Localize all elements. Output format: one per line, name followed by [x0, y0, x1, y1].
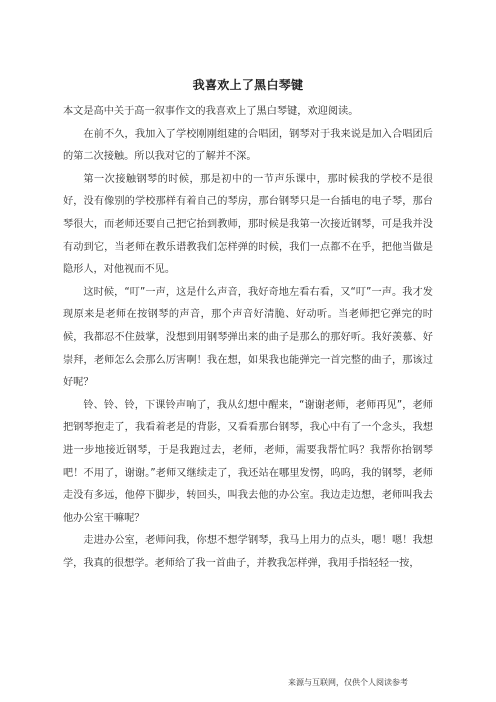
source-footer: 来源与互联网，仅供个人阅读参考 — [288, 678, 408, 687]
document-title: 我喜欢上了黑白琴键 — [192, 78, 304, 92]
body-paragraph: 在前不久，我加入了学校刚刚组建的合唱团，钢琴对于我来说是加入合唱团后的第二次接触。所以我对它的了解并不深。 — [63, 128, 433, 163]
document-body — [63, 101, 433, 575]
body-paragraph: 第一次接触钢琴的时候，那是初中的一节声乐课中，那时候我的学校不是很好，没有像别的学校那样有着自己的琴房，那台钢琴只是一台插电的电子琴，那台琴很大，而老师还要自己把它抬到教师，那时候是我第一次接近钢琴，可是我并没有动到它，当老师在教乐谱教我们怎样弹的时候，我们一点都不在乎，把他当做是隐形人，对他视而不见。 — [63, 173, 433, 276]
body-paragraph: 这时候，“叮”一声，这是什么声音，我好奇地左看右看，又“叮”一声。我才发现原来是老师在按钢琴的声音，那个声音好清脆、好动听。当老师把它弹完的时候，我都忍不住鼓掌，没想到用钢琴弹出来的曲子是那么的那好听。我好羡慕、好崇拜，老师怎么会那么厉害啊！我在想，如果我也能弹完一首完整的曲子，那该过好呢？ — [63, 286, 433, 389]
body-paragraph: 走进办公室，老师问我，你想不想学钢琴，我马上用力的点头，嗯！嗯！我想学，我真的很想学。老师给了我一首曲子，并教我怎样弹，我用手指轻轻一按， — [63, 535, 433, 569]
intro-paragraph: 本文是高中关于高一叙事作文的我喜欢上了黑白琴键，欢迎阅读。 — [63, 106, 359, 117]
body-paragraph: 铃、铃、铃，下课铃声响了，我从幻想中醒来，“谢谢老师，老师再见”，老师把钢琴抱走了，我看着老是的背影，又看看那台钢琴，我心中有了一个念头，我想进一步地接近钢琴，于是我跑过去，老师，老师，需要我帮忙吗？我帮你抬钢琴吧！不用了，谢谢。”老师又继续走了，我还站在哪里发愣，呜呜，我的钢琴，老师走没有多远，他停下脚步，转回头，叫我去他的办公室。我边走边想，老师叫我去他办公室干嘛呢？ — [63, 399, 433, 524]
